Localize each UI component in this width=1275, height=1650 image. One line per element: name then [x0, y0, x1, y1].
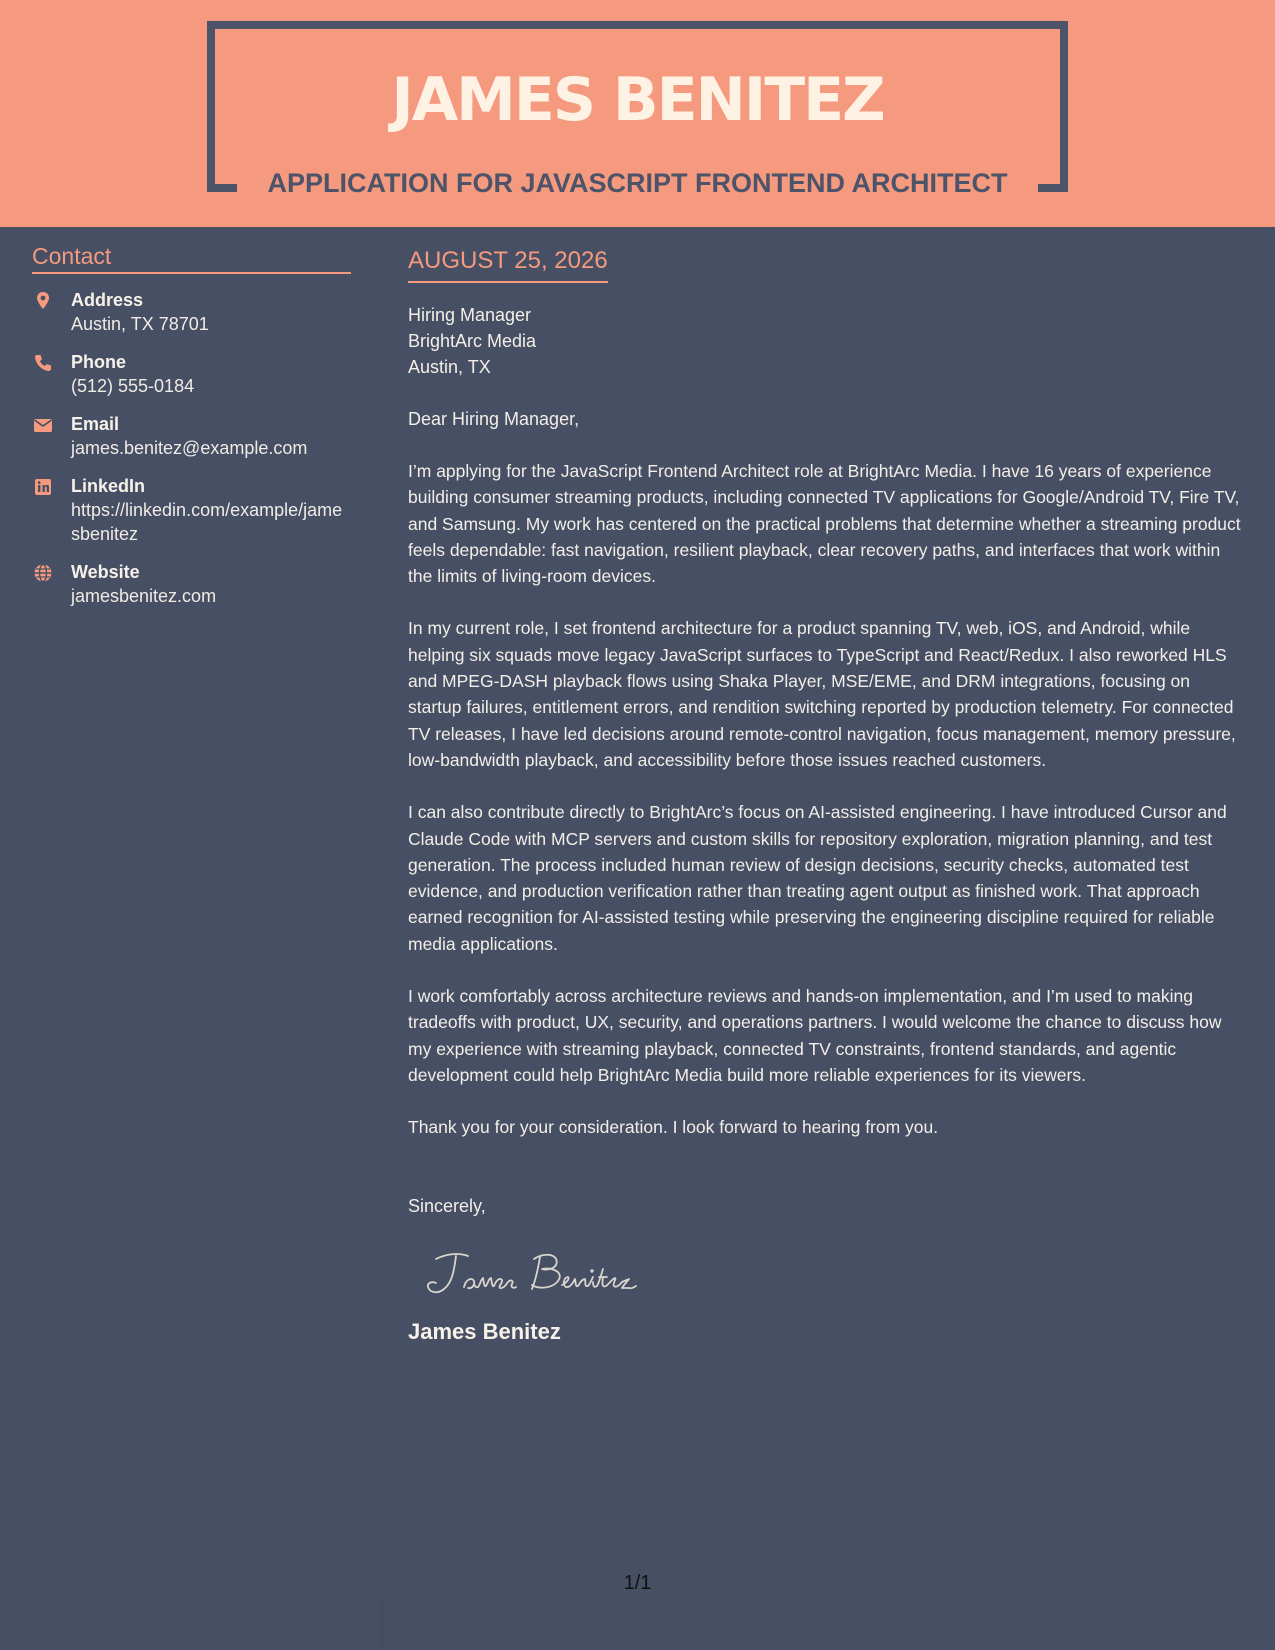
contact-item-linkedin: [32, 474, 351, 546]
contact-value[interactable]: https://linkedin.com/example/jamesbenitez: [71, 500, 343, 544]
contact-value: (512) 555-0184: [71, 376, 195, 396]
contact-item-email: [32, 412, 351, 460]
letter-body: [408, 246, 1248, 1347]
body-paragraph: I work comfortably across architecture reviews and hands-on implementation, and I’m used to making tradeoffs with product, UX, security, and operations partners. I would welcome the chance to discuss how my experience with streaming playback, connected TV constraints, frontend standards, and agentic development could help BrightArc Media build more reliable experiences for its viewers.: [408, 986, 1222, 1085]
envelope-icon: [32, 414, 54, 436]
linkedin-icon: [32, 476, 54, 498]
recipient-line: Austin, TX: [408, 357, 491, 377]
handwritten-signature: [408, 1239, 668, 1303]
contact-item-phone: [32, 350, 351, 398]
map-pin-icon: [32, 290, 54, 312]
globe-icon: [32, 562, 54, 584]
salutation: Dear Hiring Manager,: [408, 409, 580, 429]
phone-icon: [32, 352, 54, 374]
body-paragraph: I’m applying for the JavaScript Frontend Architect role at BrightArc Media. I have 16 years of experience building consumer streaming products, including connected TV applications for Google/Android TV, Fire TV, and Samsung. My work has centered on the practical problems that determine whether a streaming product feels dependable: fast navigation, resilient playback, clear recovery paths, and interfaces that work within the limits of living-room devices.: [408, 461, 1241, 587]
body-paragraph: Thank you for your consideration. I look forward to hearing from you.: [408, 1117, 939, 1138]
header-banner: [0, 0, 1275, 227]
contact-heading: Contact: [32, 241, 351, 274]
contact-label: Email: [71, 414, 120, 434]
contact-value: Austin, TX 78701: [71, 314, 209, 334]
contact-value[interactable]: jamesbenitez.com: [71, 586, 217, 606]
application-title: APPLICATION FOR JAVASCRIPT FRONTEND ARCHITECT: [267, 168, 1008, 198]
closing: Sincerely,: [408, 1195, 486, 1216]
signed-name: James Benitez: [408, 1318, 561, 1344]
contact-label: LinkedIn: [71, 476, 146, 496]
contact-sidebar: [32, 241, 351, 608]
recipient-block: [408, 302, 1248, 380]
contact-value[interactable]: james.benitez@example.com: [71, 438, 308, 458]
contact-label: Website: [71, 562, 140, 582]
contact-item-website: [32, 560, 351, 608]
letter-date: AUGUST 25, 2026: [408, 246, 608, 283]
contact-label: Phone: [71, 352, 127, 372]
column-divider: [382, 1600, 383, 1650]
contact-label: Address: [71, 290, 144, 310]
recipient-line: Hiring Manager: [408, 305, 532, 325]
contact-item-address: [32, 288, 351, 336]
body-paragraph: I can also contribute directly to BrightArc’s focus on AI-assisted engineering. I have introduced Cursor and Claude Code with MCP servers and custom skills for repository exploration, migration planning, and test generation. The process included human review of design decisions, security checks, automated test evidence, and production verification rather than treating agent output as finished work. That approach earned recognition for AI-assisted testing while preserving the engineering discipline required for reliable media applications.: [408, 802, 1227, 954]
body-paragraph: In my current role, I set frontend architecture for a product spanning TV, web, iOS, and Android, while helping six squads move legacy JavaScript surfaces to TypeScript and React/Redux. I also reworked HLS and MPEG-DASH playback flows using Shaka Player, MSE/EME, and DRM integrations, focusing on startup failures, entitlement errors, and rendition switching reported by production telemetry. For connected TV releases, I have led decisions around remote-control navigation, focus management, memory pressure, low-bandwidth playback, and accessibility before those issues reached customers.: [408, 618, 1236, 770]
recipient-line: BrightArc Media: [408, 331, 537, 351]
page-indicator: 1/1: [623, 1572, 652, 1594]
applicant-name: JAMES BENITEZ: [391, 65, 884, 135]
signature-image: [408, 1239, 1248, 1303]
